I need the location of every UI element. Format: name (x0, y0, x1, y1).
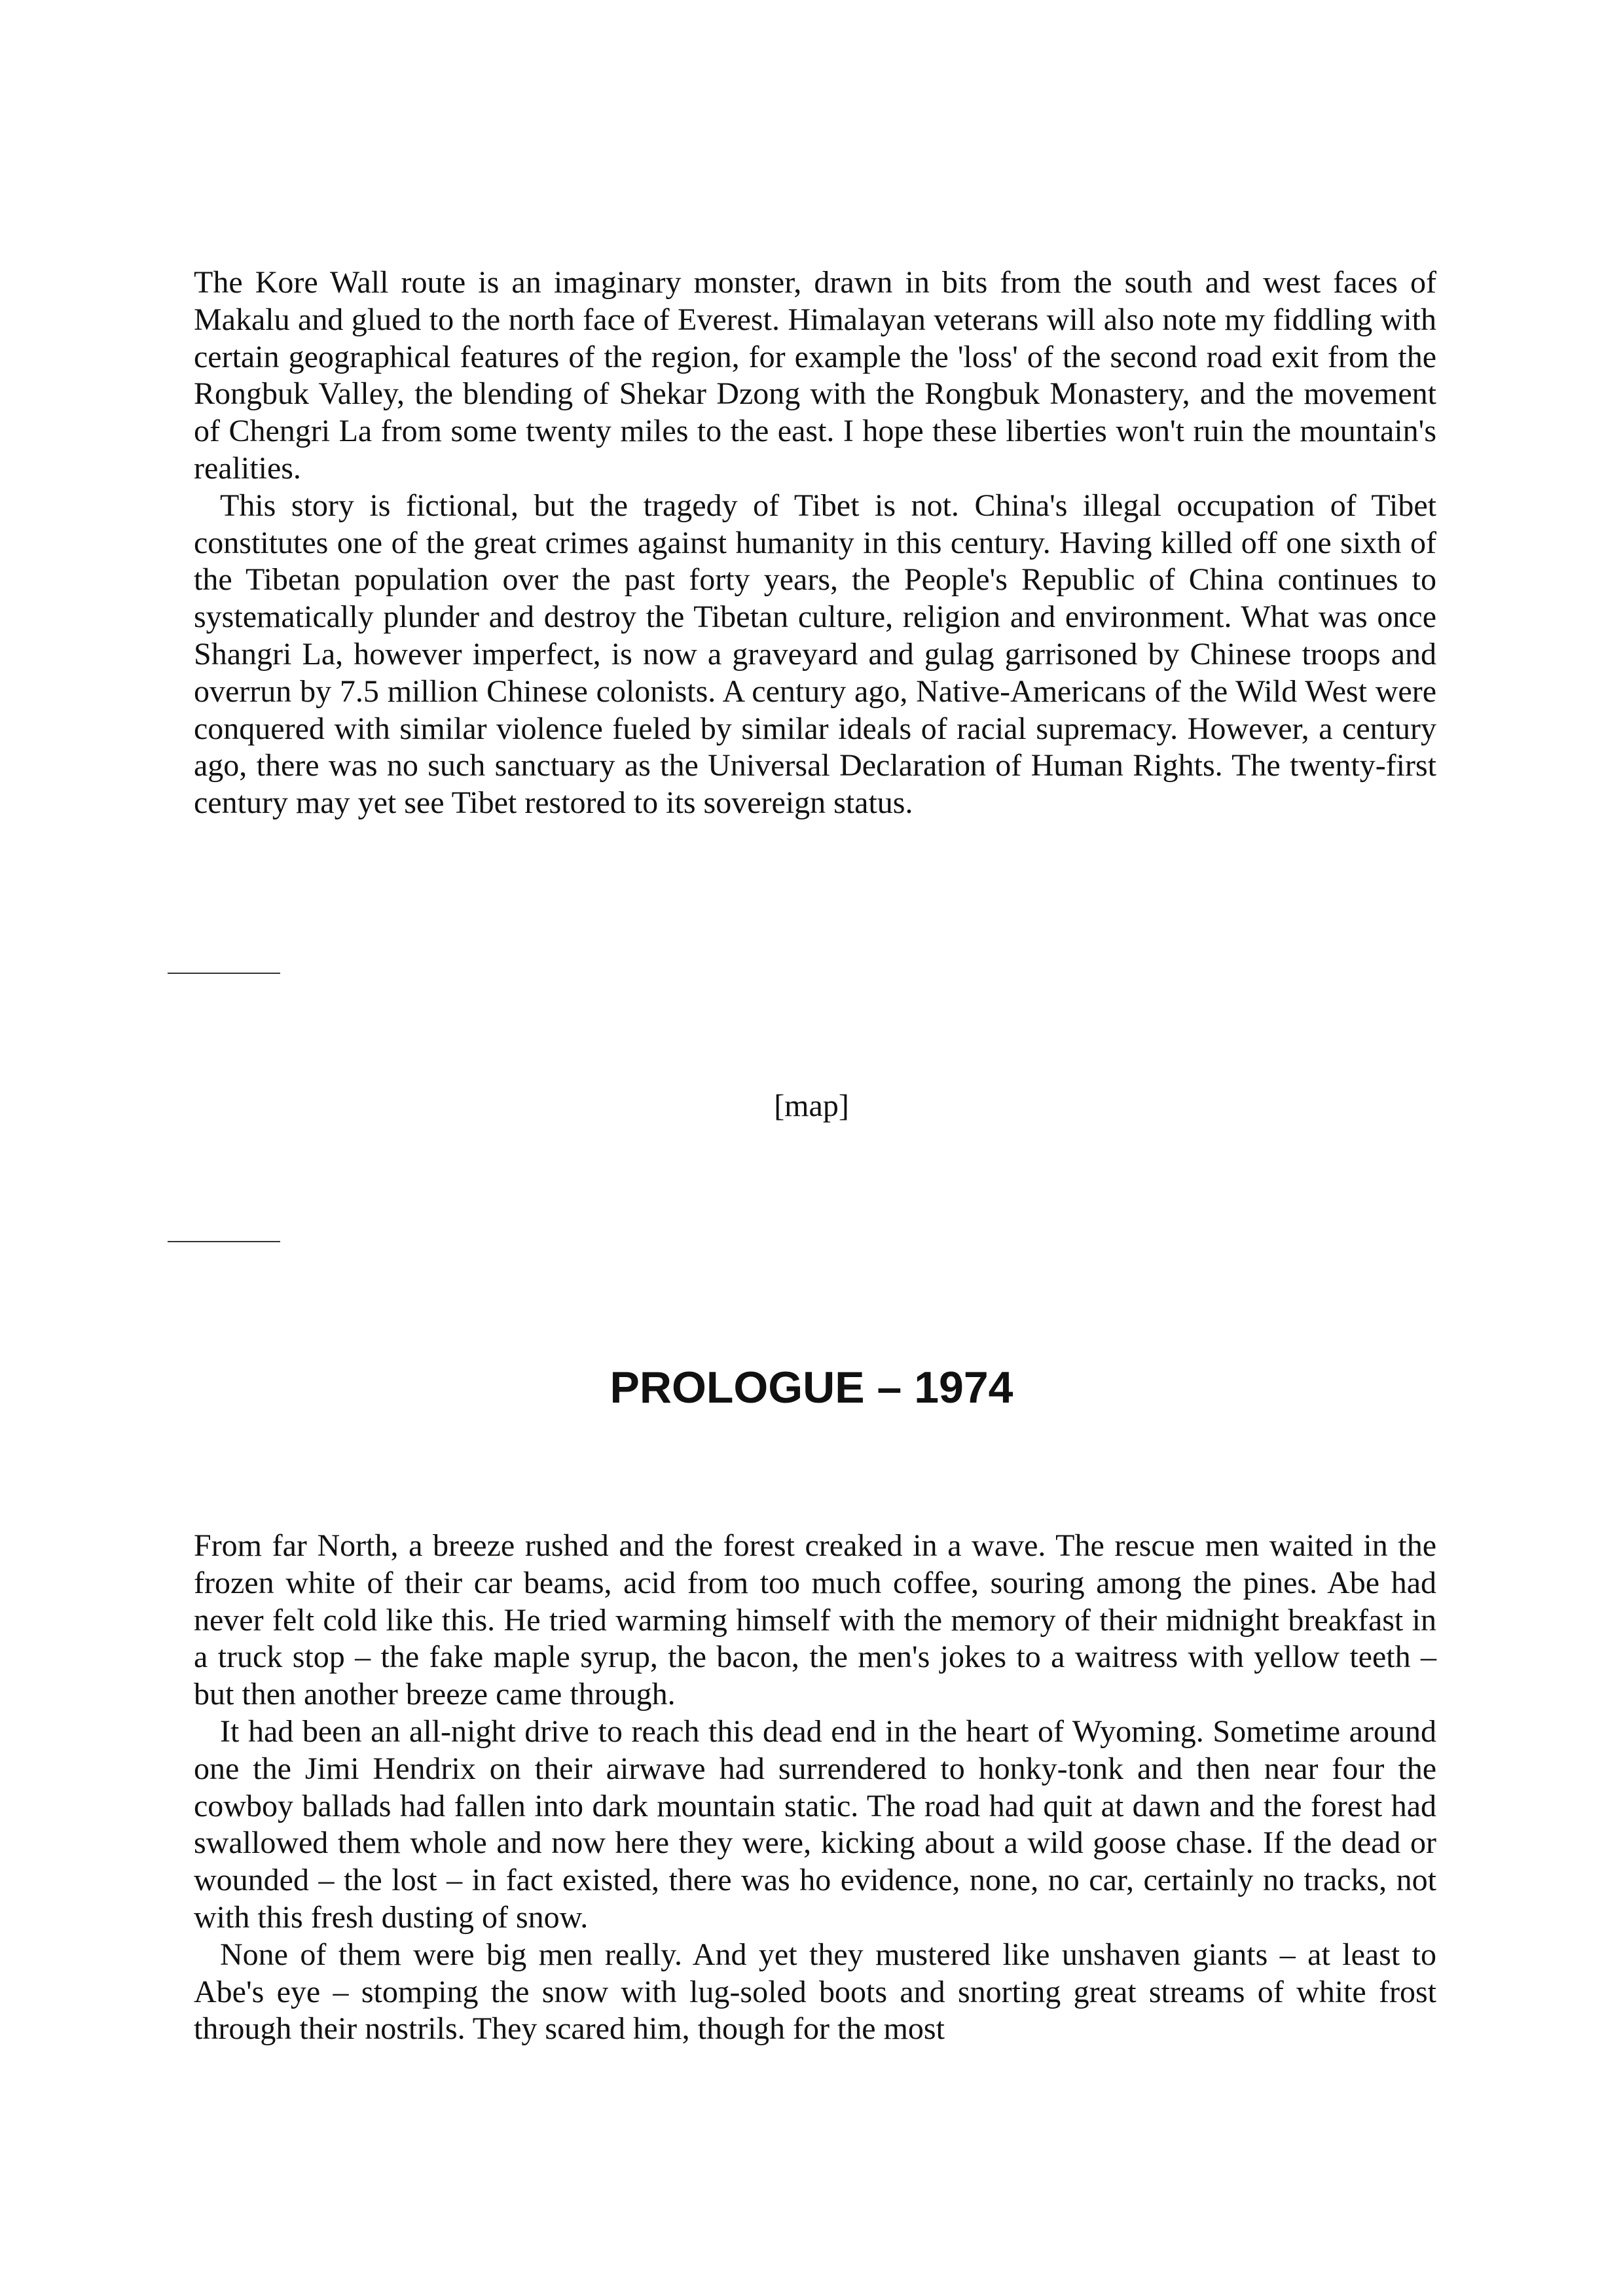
prologue-paragraph-3: None of them were big men really. And yet they mustered like unshaven giants – at least to Abe's eye – stomping the snow with lug-soled boots and snorting great streams of white frost through their nostrils. They scared him, though for the most (194, 1937, 1436, 2047)
prologue-paragraph-2: It had been an all-night drive to reach this dead end in the heart of Wyoming. Sometime around one the Jimi Hendrix on their airwave had surrendered to honky-tonk and then near four the cowboy ballads had fallen into dark mountain static. The road had quit at dawn and the forest had swallowed them whole and now here they were, kicking about a wild goose chase. If the dead or wounded – the lost – in fact existed, there was ho evidence, none, no car, certainly no tracks, not with this fresh dusting of snow. (194, 1713, 1436, 1935)
prologue-paragraph-1: From far North, a breeze rushed and the forest creaked in a wave. The rescue men waited in the frozen white of their car beams, acid from too much coffee, souring among the pines. Abe had never felt cold like this. He tried warming himself with the memory of their midnight breakfast in a truck stop – the fake maple syrup, the bacon, the men's jokes to a waitress with yellow teeth – but then another breeze came through. (194, 1528, 1436, 1712)
chapter-title: PROLOGUE – 1974 (610, 1363, 1013, 1412)
divider-rule-bottom (168, 1241, 280, 1242)
author-note (194, 264, 1436, 822)
author-note-paragraph-2: This story is fictional, but the tragedy of Tibet is not. China's illegal occupation of Tibet constitutes one of the great crimes against humanity in this century. Having killed off one sixth of the Tibetan population over the past forty years, the People's Republic of China continues to systematically plunder and destroy the Tibetan culture, religion and environment. What was once Shangri La, however imperfect, is now a graveyard and gulag garrisoned by Chinese troops and overrun by 7.5 million Chinese colonists. A century ago, Native-Americans of the Wild West were conquered with similar violence fueled by similar ideals of racial supremacy. However, a century ago, there was no such sanctuary as the Universal Declaration of Human Rights. The twenty-first century may yet see Tibet restored to its sovereign status. (194, 488, 1436, 821)
map-placeholder: [map] (774, 1088, 849, 1123)
prologue-body (194, 1528, 1436, 2048)
divider-rule-top (168, 973, 280, 974)
author-note-paragraph-1: The Kore Wall route is an imaginary monster, drawn in bits from the south and west faces of Makalu and glued to the north face of Everest. Himalayan veterans will also note my fiddling with certain geographical features of the region, for example the 'loss' of the second road exit from the Rongbuk Valley, the blending of Shekar Dzong with the Rongbuk Monastery, and the movement of Chengri La from some twenty miles to the east. I hope these liberties won't ruin the mountain's realities. (194, 265, 1436, 486)
